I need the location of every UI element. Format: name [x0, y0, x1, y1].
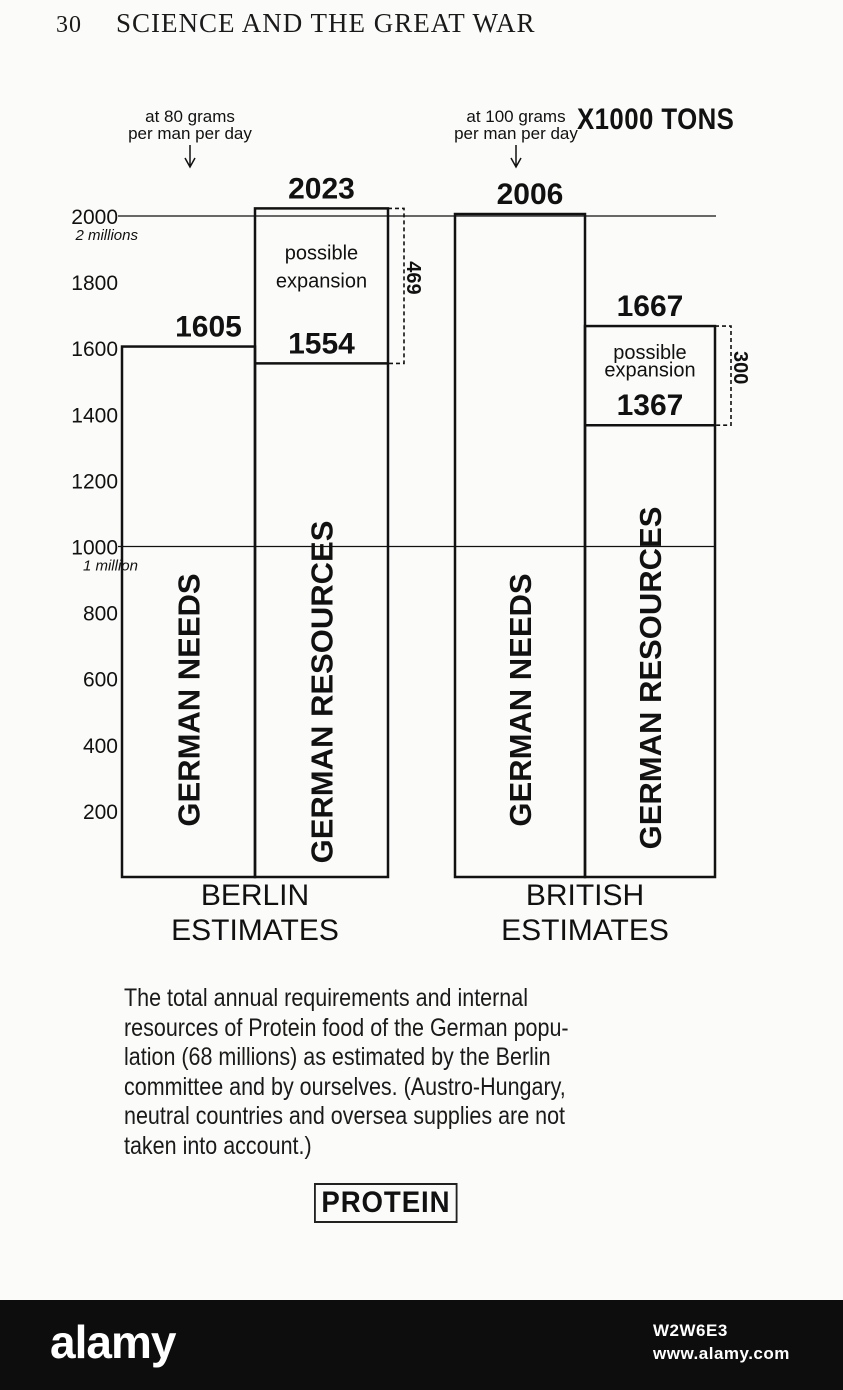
- protein-chart: [0, 80, 843, 960]
- expansion-top-label: 1667: [616, 290, 684, 324]
- unit-label: [577, 103, 734, 137]
- expansion-text: possible: [284, 242, 359, 265]
- y-tick-label: 2000: [71, 206, 118, 229]
- needs-note: per man per day: [454, 124, 578, 143]
- group-label: BERLIN: [200, 879, 310, 912]
- watermark-footer: [0, 1300, 843, 1390]
- y-tick-label: 400: [82, 734, 118, 758]
- page-number: 30: [56, 12, 82, 38]
- expansion-text: expansion: [275, 270, 368, 293]
- group-label: ESTIMATES: [501, 914, 669, 947]
- expansion-amount-label: 300: [729, 350, 751, 385]
- site-url: www.alamy.com: [653, 1344, 790, 1363]
- y-tick-label: 800: [82, 602, 118, 626]
- y-tick-label: 1600: [71, 338, 118, 362]
- needs-note: per man per day: [128, 124, 252, 143]
- y-tick-label: 600: [82, 668, 118, 692]
- group-label: BRITISH: [525, 879, 645, 912]
- protein-stamp: PROTEIN: [314, 1183, 458, 1223]
- expansion-text: expansion: [604, 359, 696, 382]
- needs-value-label: 1605: [175, 310, 242, 344]
- running-head: [56, 8, 536, 39]
- resources-value-label: 1367: [616, 389, 684, 423]
- needs-note: at 100 grams: [466, 107, 566, 126]
- y-tick-label: 1200: [71, 470, 118, 494]
- y-secondary-label: 1 million: [82, 557, 138, 575]
- caption-line: taken into account.): [124, 1131, 312, 1160]
- unit-multiplier: X: [577, 103, 595, 136]
- expansion-top-label: 2023: [288, 172, 355, 206]
- resources-bar-label: GERMAN RESOURCES: [633, 506, 668, 850]
- expansion-text: possible: [613, 341, 687, 364]
- caption-line: The total annual requirements and internal: [124, 984, 528, 1012]
- y-tick-label: 1000: [71, 536, 118, 560]
- caption-line: resources of Protein food of the German popu-: [124, 1013, 569, 1042]
- caption-line: lation (68 millions) as estimated by the Berlin: [124, 1043, 551, 1071]
- expansion-bracket: [715, 326, 731, 425]
- resources-value-label: 1554: [288, 327, 355, 361]
- y-tick-label: 1400: [71, 404, 118, 428]
- needs-bar-label: GERMAN NEEDS: [171, 573, 207, 827]
- caption-line: committee and by ourselves. (Austro-Hungary,: [124, 1072, 566, 1101]
- figure-caption: [124, 984, 640, 1161]
- needs-note-arrow: [511, 145, 521, 167]
- caption-line: neutral countries and oversea supplies are not: [124, 1102, 566, 1130]
- y-secondary-label: 2 millions: [75, 227, 138, 244]
- running-head-title: SCIENCE AND THE GREAT WAR: [116, 8, 536, 38]
- needs-note: at 80 grams: [145, 107, 235, 126]
- needs-bar-label: GERMAN NEEDS: [503, 573, 538, 827]
- image-id: W2W6E3: [653, 1321, 728, 1340]
- y-tick-label: 200: [82, 800, 118, 824]
- expansion-bracket: [388, 208, 404, 363]
- resources-bar-label: GERMAN RESOURCES: [304, 520, 340, 864]
- y-tick-label: 1800: [71, 272, 118, 296]
- needs-note-arrow: [185, 145, 195, 167]
- expansion-amount-label: 469: [402, 261, 424, 295]
- needs-value-label: 2006: [496, 178, 564, 212]
- group-label: ESTIMATES: [171, 914, 339, 947]
- unit-text: 1000 TONS: [594, 103, 735, 136]
- chart-marks: [71, 107, 751, 947]
- alamy-logo: alamy: [50, 1316, 176, 1368]
